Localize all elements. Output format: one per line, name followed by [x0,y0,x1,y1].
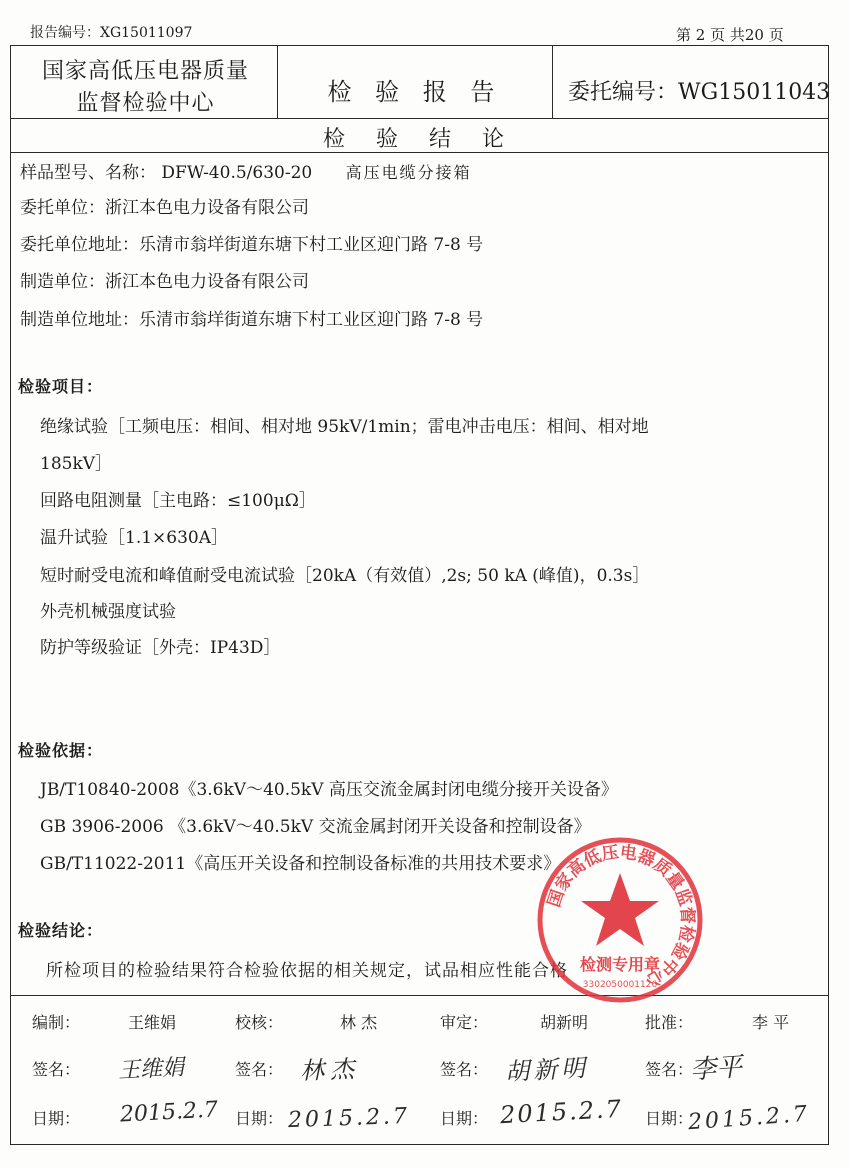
conclusion-heading: 检验结论： [18,921,104,940]
seal-star-icon [581,873,659,946]
commission-number [568,75,830,106]
divider-title-block [10,118,829,119]
client-line [20,193,309,218]
maker-value: 浙江本色电力设备有限公司 [105,272,309,292]
test-item: 温升试验［1.1×630A］ [40,528,229,548]
test-item: 185kV］ [40,454,113,474]
client-address-value: 乐清市翁垟街道东塘下村工业区迎门路 7-8 号 [139,235,484,255]
handwritten-signature: 胡新明 [504,1053,590,1087]
role-name: 林 杰 [340,1013,378,1032]
client-address-line [20,230,483,255]
role-label: 审定： [440,1013,489,1032]
maker-label: 制造单位： [20,272,105,292]
client-address-label: 委托单位地址： [20,235,139,255]
handwritten-date: 2015.2.7 [119,1097,219,1128]
model-name: 高压电缆分接箱 [345,163,472,182]
role-name: 胡新明 [540,1013,589,1032]
date-label: 日期： [235,1109,284,1128]
test-item: 防护等级验证［外壳：IP43D］ [40,638,281,658]
basis-item: JB/T10840-2008《3.6kV～40.5kV 高压交流金属封闭电缆分接开关设备》 [40,780,618,800]
seal-ring-text: 国家高低压电器质量监督检验中心 [544,842,698,991]
handwritten-signature: 王维娟 [117,1055,185,1084]
divider-v2 [552,45,553,118]
test-item: 短时耐受电流和峰值耐受电流试验［20kA（有效值）,2s; 50 kA (峰值)，0.3s］ [40,566,650,586]
role-label: 编制： [32,1013,81,1032]
maker-address-value: 乐清市翁垟街道东塘下村工业区迎门路 7-8 号 [139,310,484,330]
commission-value: WG15011043 [678,80,831,105]
model-label: 样品型号、名称： [20,163,156,183]
handwritten-date: 2015.2.7 [287,1103,411,1134]
model-line [20,158,472,183]
date-label: 日期： [645,1109,694,1128]
conclusion-text: 所检项目的检验结果符合检验依据的相关规定，试品相应性能合格 [46,961,568,981]
report-title: 检 验 报 告 [327,78,503,106]
org-name-line2: 监督检验中心 [76,91,215,116]
maker-address-label: 制造单位地址： [20,310,139,330]
test-item: 绝缘试验［工频电压：相间、相对地 95kV/1min；雷电冲击电压：相间、相对地 [40,417,649,437]
basis-item: GB 3906-2006 《3.6kV～40.5kV 交流金属封闭开关设备和控制设备》 [40,817,591,837]
report-number: 报告编号：XG15011097 [30,25,193,41]
role-name: 李 平 [752,1013,790,1032]
basis-item: GB/T11022-2011《高压开关设备和控制设备标准的共用技术要求》 [40,854,561,874]
handwritten-date: 2015.2.7 [687,1101,811,1136]
divider-v1 [277,45,278,118]
maker-address-line [20,305,483,330]
org-name-line1: 国家高低压电器质量 [41,59,249,84]
conclusion-title: 检 验 结 论 [323,127,516,152]
test-item: 外壳机械强度试验 [40,602,176,622]
date-label: 日期： [32,1109,81,1128]
commission-label: 委托编号： [568,80,679,105]
divider-signatures [10,995,829,996]
role-name: 王维娟 [128,1013,177,1032]
official-seal [535,835,705,1005]
seal-serial: 3302050001126 [582,980,658,990]
client-value: 浙江本色电力设备有限公司 [105,198,309,218]
handwritten-date: 2015.2.7 [499,1094,624,1130]
page-indicator: 第 2 页 共20 页 [676,26,784,44]
seal-bottom-text: 检测专用章 [579,955,661,974]
sign-label: 签名： [235,1060,284,1079]
basis-heading: 检验依据： [18,741,104,760]
client-label: 委托单位： [20,198,105,218]
handwritten-signature: 李平 [689,1052,744,1086]
role-label: 校核： [235,1013,284,1032]
handwritten-signature: 林杰 [299,1054,361,1086]
sign-label: 签名： [645,1060,694,1079]
maker-line [20,267,309,292]
sign-label: 签名： [440,1060,489,1079]
date-label: 日期： [440,1109,489,1128]
test-item: 回路电阻测量［主电路：≤100μΩ］ [40,491,316,511]
model-value: DFW-40.5/630-20 [161,163,313,183]
role-label: 批准： [645,1013,694,1032]
sign-label: 签名： [32,1060,81,1079]
test-items-heading: 检验项目： [18,377,104,396]
